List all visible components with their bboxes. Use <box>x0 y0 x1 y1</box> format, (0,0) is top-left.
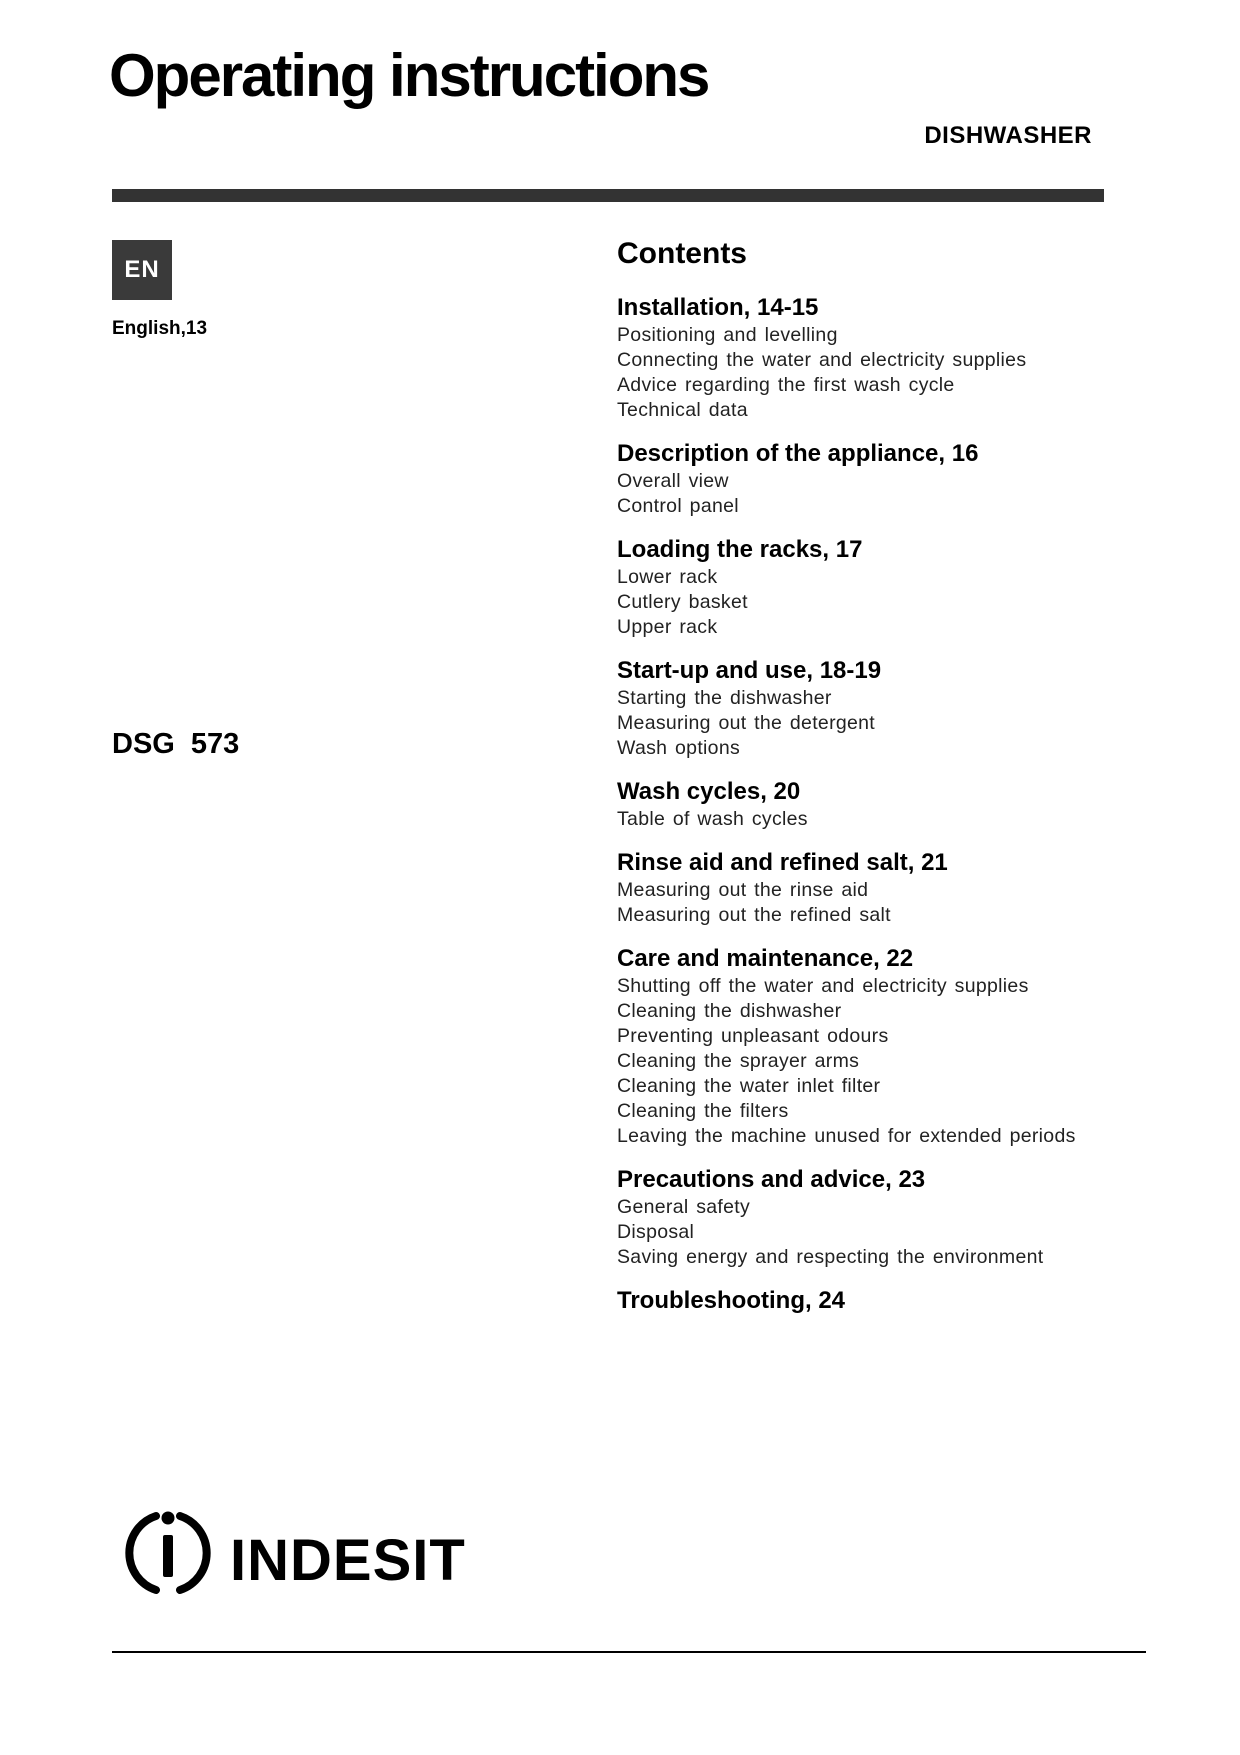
toc-section-item: Preventing unpleasant odours <box>617 1025 889 1047</box>
toc-section-item: Upper rack <box>617 616 718 638</box>
footer-divider <box>112 1651 1146 1653</box>
toc-sections <box>617 293 1137 1316</box>
toc-section-item: Wash options <box>617 737 741 759</box>
toc-section-item: Control panel <box>617 495 739 517</box>
toc-section-item: Cleaning the water inlet filter <box>617 1075 881 1097</box>
indesit-logo-icon <box>129 1512 206 1591</box>
toc-section-item: Measuring out the detergent <box>617 712 876 734</box>
toc-section <box>617 535 1137 640</box>
toc-section-item: Cleaning the filters <box>617 1100 789 1122</box>
toc-section <box>617 777 1137 832</box>
table-of-contents <box>617 234 1137 1332</box>
toc-section-item: Cleaning the dishwasher <box>617 1000 842 1022</box>
toc-section-title: Installation, 14-15 <box>617 294 819 321</box>
toc-section-item: Shutting off the water and electricity supplies <box>617 975 1029 997</box>
document-title: Operating instructions <box>109 42 709 109</box>
header-divider <box>112 189 1104 202</box>
toc-section <box>617 656 1137 761</box>
product-category: DISHWASHER <box>924 122 1092 149</box>
toc-section-title: Start-up and use, 18-19 <box>617 657 882 684</box>
contents-heading: Contents <box>617 237 747 270</box>
toc-section-item: General safety <box>617 1196 751 1218</box>
toc-section-item: Connecting the water and electricity supplies <box>617 349 1027 371</box>
toc-section-item: Cutlery basket <box>617 591 748 613</box>
toc-section-item: Measuring out the refined salt <box>617 904 891 926</box>
toc-section-item: Table of wash cycles <box>617 808 808 830</box>
toc-section <box>617 1286 1137 1316</box>
toc-section <box>617 848 1137 928</box>
toc-section-title: Precautions and advice, 23 <box>617 1166 926 1193</box>
toc-section-item: Measuring out the rinse aid <box>617 879 869 901</box>
indesit-logo <box>120 1505 480 1601</box>
toc-section-title: Rinse aid and refined salt, 21 <box>617 849 948 876</box>
toc-section-item: Advice regarding the first wash cycle <box>617 374 955 396</box>
toc-section <box>617 293 1137 423</box>
toc-section-title: Troubleshooting, 24 <box>617 1287 846 1314</box>
toc-section <box>617 944 1137 1149</box>
toc-section-title: Description of the appliance, 16 <box>617 440 979 467</box>
language-badge: EN <box>112 240 172 300</box>
toc-section-title: Care and maintenance, 22 <box>617 945 914 972</box>
toc-section-title: Wash cycles, 20 <box>617 778 801 805</box>
toc-section-item: Technical data <box>617 399 748 421</box>
toc-section-item: Leaving the machine unused for extended periods <box>617 1125 1076 1147</box>
toc-section <box>617 439 1137 519</box>
model-number: DSG 573 <box>112 728 240 760</box>
toc-section-item: Lower rack <box>617 566 718 588</box>
toc-section-item: Overall view <box>617 470 729 492</box>
toc-section-title: Loading the racks, 17 <box>617 536 863 563</box>
toc-section <box>617 1165 1137 1270</box>
toc-section-item: Cleaning the sprayer arms <box>617 1050 860 1072</box>
toc-section-item: Saving energy and respecting the environment <box>617 1246 1044 1268</box>
toc-section-item: Positioning and levelling <box>617 324 838 346</box>
toc-section-item: Disposal <box>617 1221 695 1243</box>
toc-section-item: Starting the dishwasher <box>617 687 832 709</box>
language-label: English,13 <box>112 318 208 339</box>
brand-wordmark: INDESIT <box>230 1528 466 1593</box>
